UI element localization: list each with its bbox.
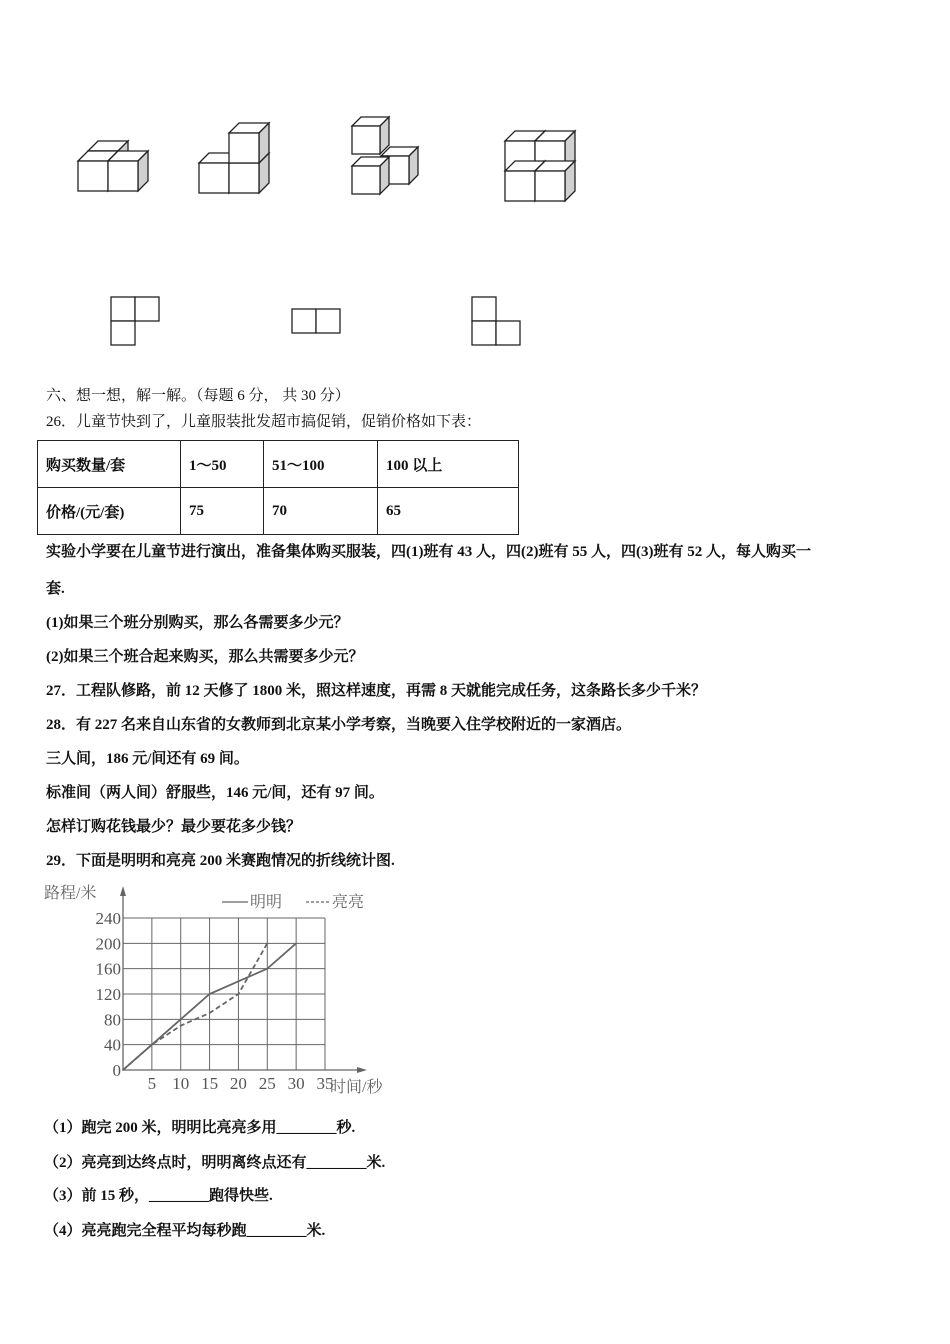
data-point bbox=[209, 1012, 211, 1014]
cube-front-face bbox=[78, 161, 108, 191]
y-axis-label: 路程/米 bbox=[44, 885, 97, 902]
q26-text: 实验小学要在儿童节进行演出，准备集体购买服装，四(1)班有 43 人，四(2)班有 55 人，四(3)班有 52 人，每人购买一 bbox=[46, 544, 811, 560]
data-point bbox=[151, 1044, 153, 1046]
cube-front-face bbox=[505, 171, 535, 201]
data-point bbox=[151, 1044, 153, 1046]
data-point bbox=[295, 943, 297, 945]
view-square bbox=[135, 297, 159, 321]
table-cell: 70 bbox=[264, 488, 378, 535]
x-tick-label: 20 bbox=[229, 1074, 247, 1093]
section-heading: 六、想一想，解一解。（每题 6 分， 共 30 分） bbox=[46, 388, 350, 404]
legend-label: 亮亮 bbox=[332, 894, 365, 911]
cube bbox=[108, 151, 148, 191]
q29-sub1: （1）跑完 200 米，明明比亮亮多用________秒. bbox=[44, 1120, 356, 1136]
q27: 27．工程队修路，前 12 天修了 1800 米，照这样速度，再需 8 天就能完成任务，这条路长多少千米？ bbox=[46, 683, 707, 699]
data-point bbox=[238, 981, 240, 983]
table-row bbox=[38, 441, 519, 488]
view-square bbox=[472, 297, 496, 321]
table-cell: 51～100 bbox=[264, 441, 378, 488]
x-axis-label: 时间/秒 bbox=[330, 1079, 383, 1096]
table-cell: 购买数量/套 bbox=[38, 441, 181, 488]
x-tick-label: 10 bbox=[172, 1074, 190, 1093]
q26-sub1: (1)如果三个班分别购买，那么各需要多少元？ bbox=[46, 615, 349, 631]
q26-title: 26．儿童节快到了，儿童服装批发超市搞促销，促销价格如下表： bbox=[46, 414, 482, 430]
q26-sub2: (2)如果三个班合起来购买，那么共需要多少元？ bbox=[46, 649, 364, 665]
q29-sub4: （4）亮亮跑完全程平均每秒跑________米. bbox=[44, 1223, 326, 1239]
q29-sub2: （2）亮亮到达终点时，明明离终点还有________米. bbox=[44, 1155, 386, 1171]
cube bbox=[229, 123, 269, 163]
x-tick-label: 30 bbox=[287, 1074, 305, 1093]
cube-front-face bbox=[199, 163, 229, 193]
table-cell: 价格/(元/套) bbox=[38, 488, 181, 535]
cube-front-face bbox=[352, 166, 380, 194]
q28-line4: 怎样订购花钱最少？最少要花多少钱？ bbox=[46, 819, 302, 835]
cube bbox=[352, 157, 389, 194]
x-tick-label: 5 bbox=[147, 1074, 157, 1093]
q28-line2: 三人间，186 元/间还有 69 间。 bbox=[46, 751, 249, 767]
view-square bbox=[111, 321, 135, 345]
table-cell: 100 以上 bbox=[378, 441, 519, 488]
legend-label: 明明 bbox=[250, 894, 283, 911]
cube-front-face bbox=[535, 171, 565, 201]
cube-front-face bbox=[108, 161, 138, 191]
x-tick-label: 15 bbox=[201, 1074, 219, 1093]
data-point bbox=[122, 1069, 124, 1071]
y-tick-label: 80 bbox=[104, 1010, 121, 1030]
view-square bbox=[111, 297, 135, 321]
y-tick-label: 40 bbox=[104, 1035, 121, 1055]
data-point bbox=[122, 1069, 124, 1071]
data-point bbox=[180, 1025, 182, 1027]
q29-title: 29．下面是明明和亮亮 200 米赛跑情况的折线统计图. bbox=[46, 853, 395, 869]
data-point bbox=[266, 943, 268, 945]
cube bbox=[352, 117, 389, 154]
cube-front-face bbox=[229, 133, 259, 163]
series-line-亮亮 bbox=[123, 943, 267, 1070]
view-square bbox=[316, 309, 340, 333]
cube-front-face bbox=[229, 163, 259, 193]
cube bbox=[535, 161, 575, 201]
y-tick-label: 160 bbox=[95, 959, 121, 979]
table-cell: 75 bbox=[181, 488, 264, 535]
cube-figures bbox=[0, 0, 950, 400]
y-tick-label: 0 bbox=[112, 1061, 121, 1080]
table-cell: 65 bbox=[378, 488, 519, 535]
q29-sub3: （3）前 15 秒，________跑得快些. bbox=[44, 1188, 273, 1204]
data-point bbox=[266, 968, 268, 970]
x-tick-label: 25 bbox=[258, 1074, 276, 1093]
q28-line1: 28．有 227 名来自山东省的女教师到北京某小学考察，当晚要入住学校附近的一家酒店。 bbox=[46, 717, 632, 733]
y-axis-arrow-icon bbox=[120, 886, 126, 896]
series-line-明明 bbox=[123, 943, 296, 1070]
q26-text-cont: 套. bbox=[46, 581, 65, 597]
data-point bbox=[180, 1019, 182, 1021]
view-square bbox=[496, 321, 520, 345]
table-row bbox=[38, 488, 519, 535]
y-tick-label: 200 bbox=[95, 934, 121, 954]
y-tick-label: 120 bbox=[95, 985, 121, 1004]
cube-front-face bbox=[352, 126, 380, 154]
x-axis-arrow-icon bbox=[357, 1067, 367, 1073]
table-cell: 1～50 bbox=[181, 441, 264, 488]
data-point bbox=[238, 993, 240, 995]
y-tick-label: 240 bbox=[95, 909, 121, 928]
view-square bbox=[472, 321, 496, 345]
price-table bbox=[37, 440, 519, 535]
x-tick-label: 35 bbox=[316, 1074, 334, 1093]
data-point bbox=[209, 993, 211, 995]
q28-line3: 标准间（两人间）舒服些，146 元/间，还有 97 间。 bbox=[46, 785, 384, 801]
view-square bbox=[292, 309, 316, 333]
